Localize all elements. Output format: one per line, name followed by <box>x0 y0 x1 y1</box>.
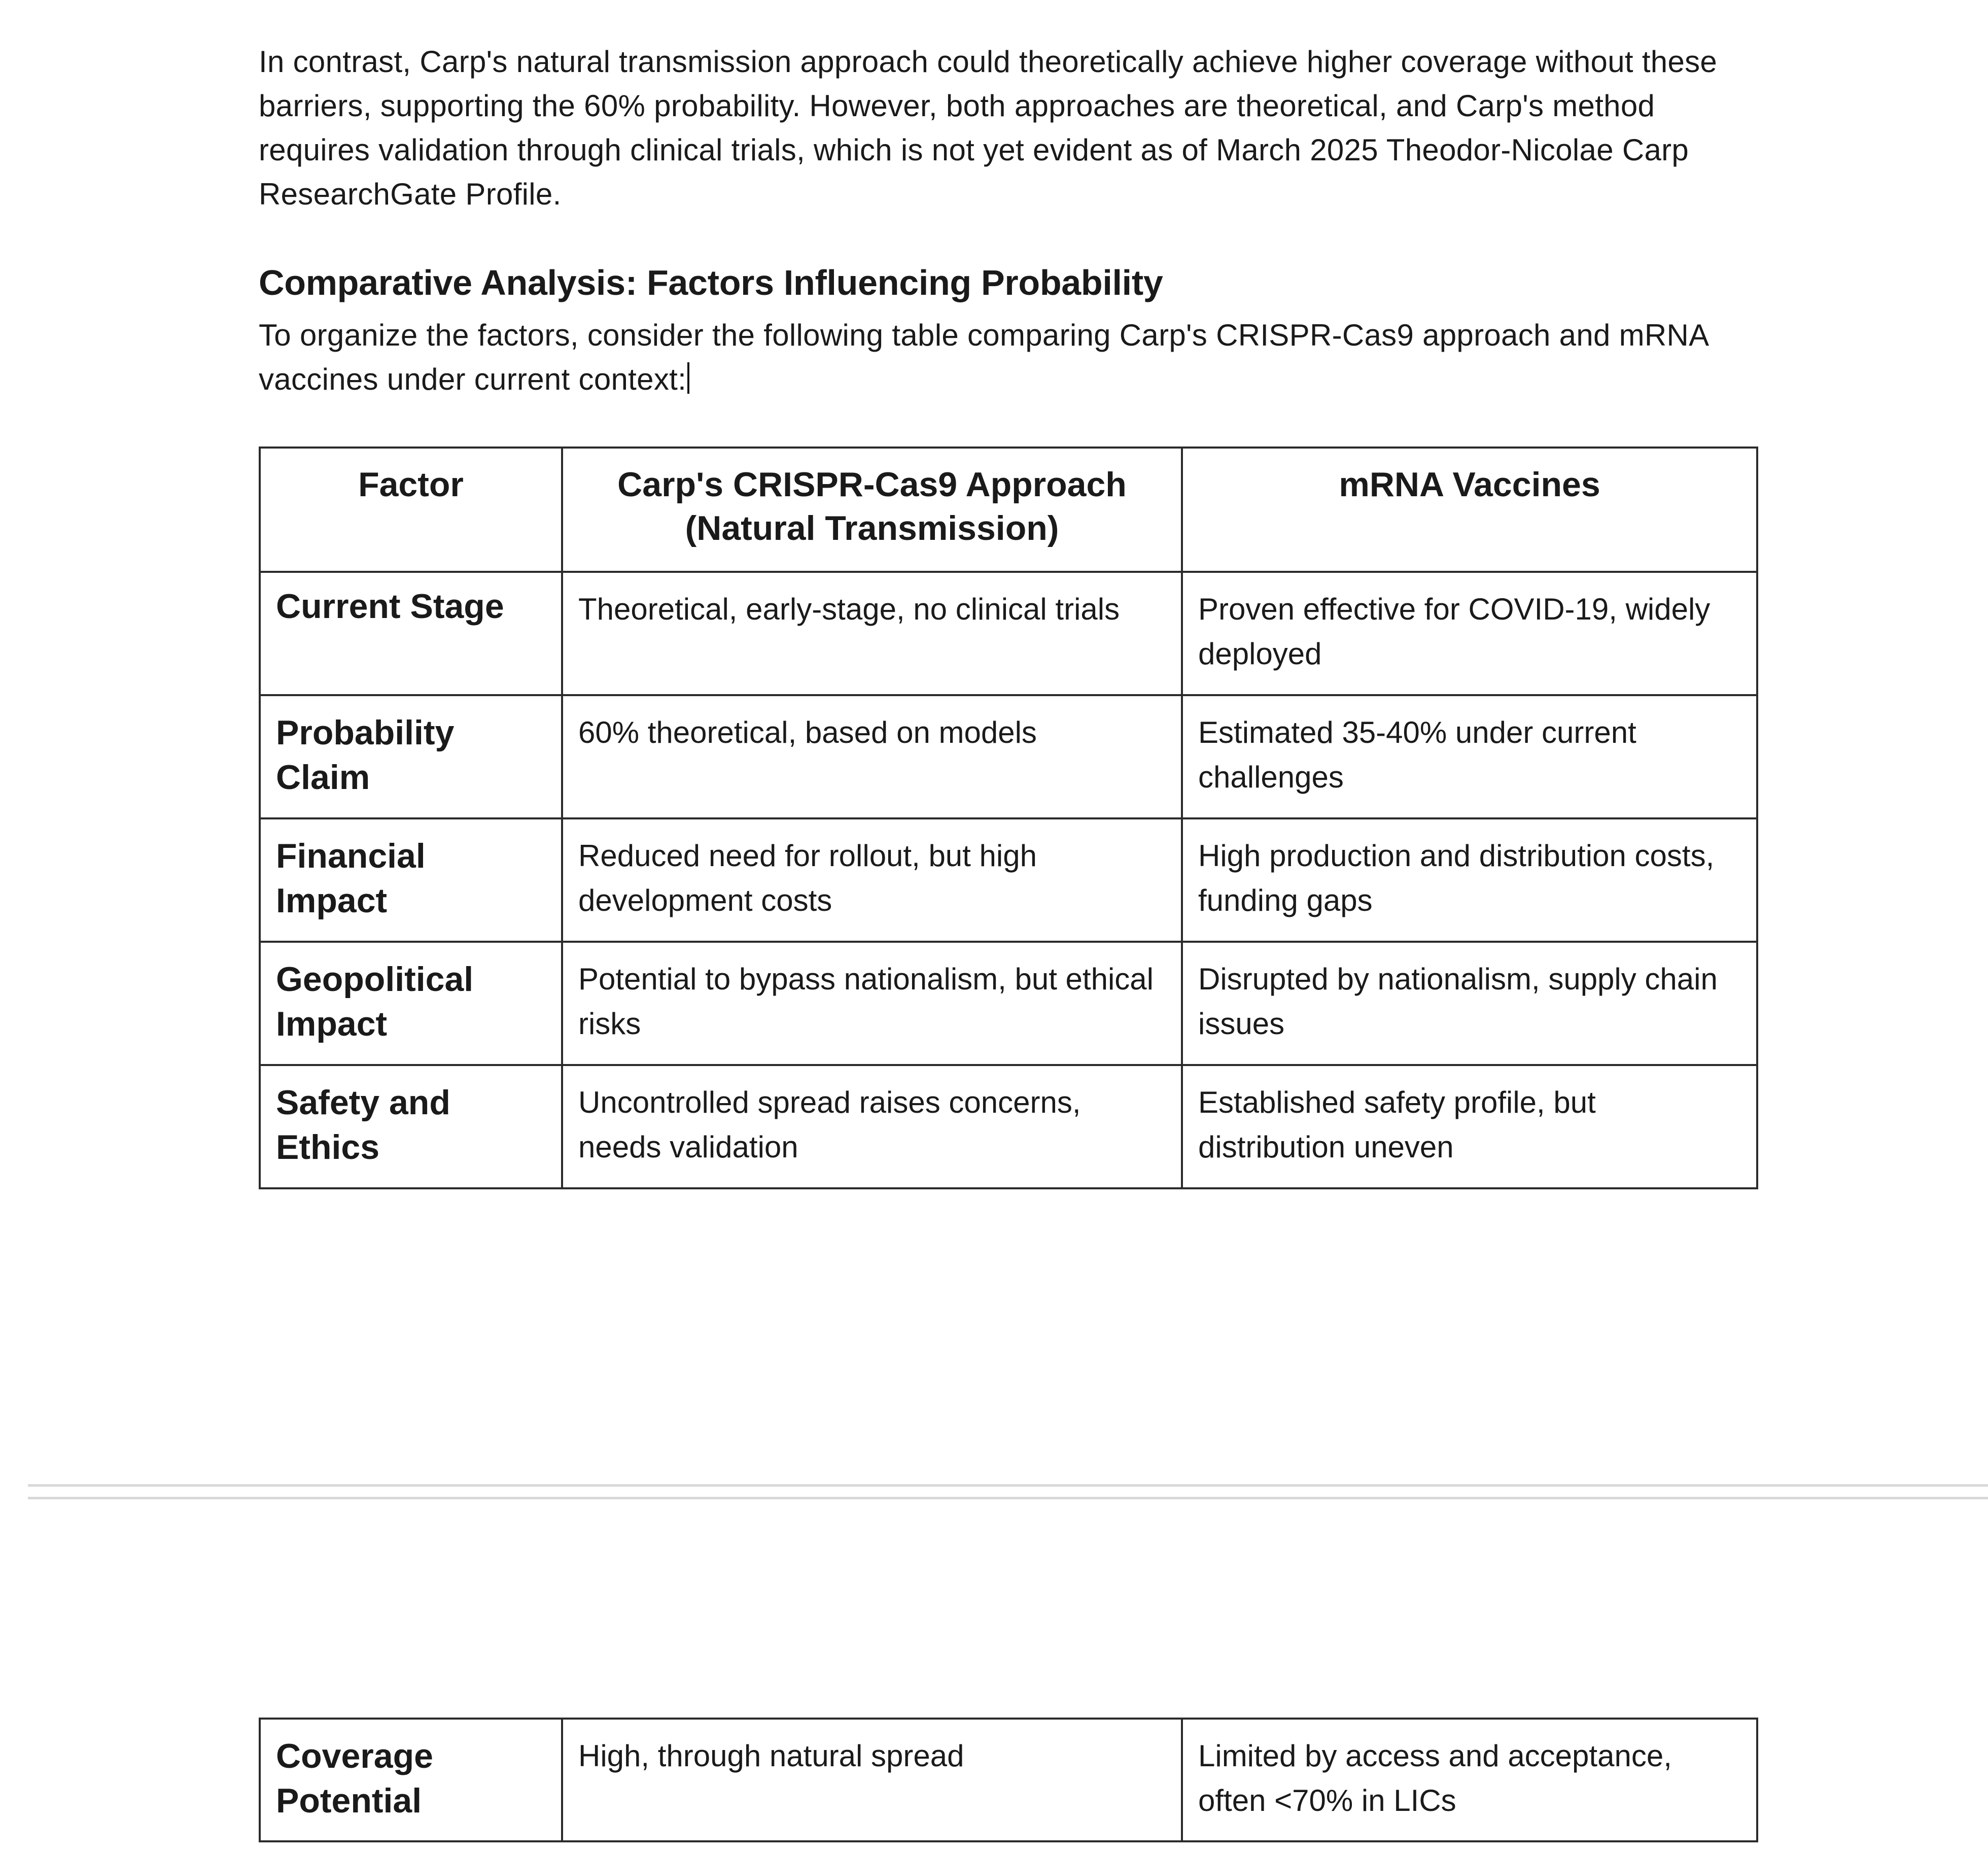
table-header-row <box>260 448 1757 572</box>
table-row <box>260 1065 1757 1188</box>
text-cursor <box>687 362 689 394</box>
carp-cell: High, through natural spread <box>562 1719 1182 1841</box>
table-row <box>260 695 1757 818</box>
carp-cell: Uncontrolled spread raises concerns, needs validation <box>562 1065 1182 1188</box>
mrna-cell: High production and distribution costs, funding gaps <box>1182 818 1757 942</box>
factor-cell: Current Stage <box>260 572 562 695</box>
mrna-cell: Established safety profile, but distribution uneven <box>1182 1065 1757 1188</box>
intro-paragraph: In contrast, Carp's natural transmission approach could theoretically achieve higher coverage without these barriers, supporting the 60% probability. However, both approaches are theoretical, and Carp's method requires validation through clinical trials, which is not yet evident as of March 2025 Theodor-Nicolae Carp ResearchGate Profile. <box>259 45 1718 211</box>
carp-cell: Theoretical, early-stage, no clinical trials <box>562 572 1182 695</box>
comparison-table-continued <box>259 1718 1758 1842</box>
comparison-table <box>259 447 1758 1189</box>
mrna-cell: Estimated 35-40% under current challenges <box>1182 695 1757 818</box>
table-row <box>260 818 1757 942</box>
carp-cell: Reduced need for rollout, but high development costs <box>562 818 1182 942</box>
header-mrna: mRNA Vaccines <box>1182 448 1757 572</box>
section-heading: Comparative Analysis: Factors Influencing Probability <box>259 263 1163 302</box>
mrna-cell: Disrupted by nationalism, supply chain issues <box>1182 942 1757 1065</box>
carp-cell: 60% theoretical, based on models <box>562 695 1182 818</box>
factor-cell: Geopolitical Impact <box>260 942 562 1065</box>
page-break-divider <box>28 1484 1988 1499</box>
factor-cell: Coverage Potential <box>260 1719 562 1841</box>
carp-cell: Potential to bypass nationalism, but ethical risks <box>562 942 1182 1065</box>
header-factor: Factor <box>260 448 562 572</box>
mrna-cell: Limited by access and acceptance, often <70% in LICs <box>1182 1719 1757 1841</box>
table-intro-paragraph[interactable] <box>259 313 1765 401</box>
header-carp: Carp's CRISPR-Cas9 Approach (Natural Transmission) <box>562 448 1182 572</box>
table-row <box>260 572 1757 695</box>
factor-cell: Financial Impact <box>260 818 562 942</box>
table-row <box>260 1719 1757 1841</box>
factor-cell: Probability Claim <box>260 695 562 818</box>
factor-cell: Safety and Ethics <box>260 1065 562 1188</box>
table-intro-text: To organize the factors, consider the following table comparing Carp's CRISPR-Cas9 approach and mRNA vaccines under current context: <box>259 318 1708 396</box>
table-row <box>260 942 1757 1065</box>
mrna-cell: Proven effective for COVID-19, widely deployed <box>1182 572 1757 695</box>
